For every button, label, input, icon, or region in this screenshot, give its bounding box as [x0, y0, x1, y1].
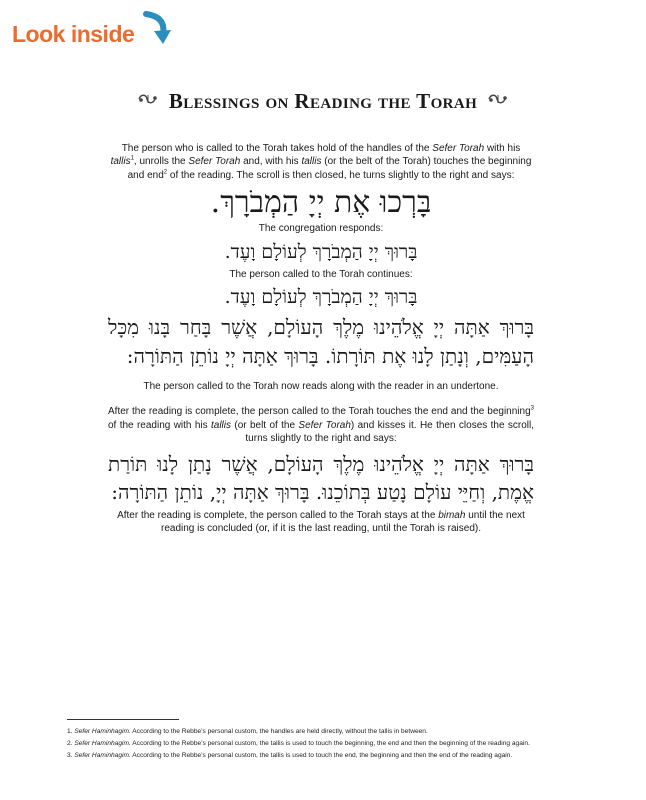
undertone-instruction: The person called to the Torah now reads along with the reader in an undertone.: [143, 381, 499, 393]
intro-text: (or the belt of the Torah) touches the beginning and end: [127, 156, 532, 181]
closing-text: until the next reading is concluded (or, if it is the last reading, until the Torah is raised).: [161, 509, 525, 535]
closing-instruction: [108, 509, 534, 536]
footnote-1: [67, 726, 627, 738]
footnote-number: 1.: [67, 728, 75, 735]
heading-row: [0, 86, 646, 116]
closing-text: After the reading is complete, the person called to the Torah stays at the: [117, 509, 439, 521]
footnote-ref-2[interactable]: 2: [163, 169, 168, 176]
after-text: of the reading with his: [108, 419, 211, 431]
footnote-ref-1[interactable]: 1: [130, 156, 134, 163]
intro-text: and, with his: [240, 156, 302, 168]
footnote-text: According to the Rebbe’s personal custom, the tallis is used to touch the beginning, the end and then the beginning of the reading again.: [130, 740, 530, 747]
footnote-divider: [67, 719, 179, 720]
footnote-2: [67, 738, 627, 750]
page-title: Blessings on Reading the Torah: [168, 88, 478, 113]
footnote-source: Sefer Haminhagim.: [74, 728, 131, 735]
intro-instruction: [108, 142, 534, 182]
footnote-3: [67, 750, 627, 762]
footnote-source: Sefer Haminhagim.: [74, 752, 131, 759]
after-reading-instruction: [108, 405, 534, 445]
barchu-call: בָּרְכוּ אֶת יְיָ הַמְבֹרָךְ.: [210, 185, 432, 221]
scroll-ornament-icon: [137, 92, 159, 110]
main-content: [108, 142, 534, 535]
curved-down-arrow-icon: [137, 10, 175, 55]
intro-term: tallis: [301, 156, 322, 168]
footnote-number: 2.: [67, 740, 75, 747]
footnote-number: 3.: [67, 752, 75, 759]
after-term: tallis: [211, 419, 232, 431]
look-inside-banner[interactable]: [12, 6, 175, 62]
after-text: (or belt of the: [231, 419, 299, 431]
intro-text: of the reading. The scroll is then closed, he turns slightly to the right and says:: [167, 169, 515, 181]
after-term: Sefer Torah: [298, 419, 351, 431]
after-text: After the reading is complete, the person called to the Torah touches the end and the beginning: [108, 406, 531, 418]
congregation-label: The congregation responds:: [258, 223, 384, 235]
intro-text: The person who is called to the Torah takes hold of the handles of the: [121, 143, 433, 154]
intro-term: tallis: [110, 156, 131, 168]
footnotes: [67, 726, 627, 762]
reader-response: בָּרוּךְ יְיָ הַמְבֹרָךְ לְעוֹלָם וָעֶד.: [224, 286, 418, 309]
blessing-after-reading: בָּרוּךְ אַתָּה יְיָ אֱלֹהֵינוּ מֶלֶךְ הָעוֹלָם, אֲשֶׁר נָתַן לָנוּ תּוֹרַת אֱמֶת, וְחַיֵּי עוֹלָם נָטַע בְּתוֹכֵנוּ. בָּרוּךְ אַתָּה יְיָ, נוֹתֵן הַתּוֹרָה:: [108, 451, 534, 505]
intro-term: Sefer Torah: [188, 156, 241, 168]
scroll-ornament-icon: [487, 92, 509, 110]
closing-term: bimah: [438, 509, 466, 521]
look-inside-label[interactable]: Look inside: [12, 21, 135, 47]
footnote-source: Sefer Haminhagim.: [74, 740, 131, 747]
intro-term: Sefer Torah: [432, 143, 485, 154]
intro-text: , unrolls the: [133, 156, 189, 168]
footnote-text: According to the Rebbe’s personal custom, the tallis is used to touch the end, the beginning and then the end of the reading again.: [130, 752, 513, 759]
continues-label: The person called to the Torah continues:: [229, 268, 413, 280]
blessing-before-reading: בָּרוּךְ אַתָּה יְיָ אֱלֹהֵינוּ מֶלֶךְ הָעוֹלָם, אֲשֶׁר בָּחַר בָּנוּ מִכָּל הָעַמִּים, וְנָתַן לָנוּ אֶת תּוֹרָתוֹ. בָּרוּךְ אַתָּה יְיָ נוֹתֵן הַתּוֹרָה:: [108, 315, 534, 368]
footnote-text: According to the Rebbe’s personal custom, the handles are held directly, without the tallis in between.: [130, 728, 428, 735]
after-text: ) and kisses it. He then closes the scroll, turns slightly to the right and says:: [245, 419, 534, 445]
footnote-ref-3[interactable]: 3: [530, 406, 534, 413]
intro-text: with his: [484, 143, 521, 154]
congregation-response: בָּרוּךְ יְיָ הַמְבֹרָךְ לְעוֹלָם וָעֶד.: [224, 240, 418, 263]
